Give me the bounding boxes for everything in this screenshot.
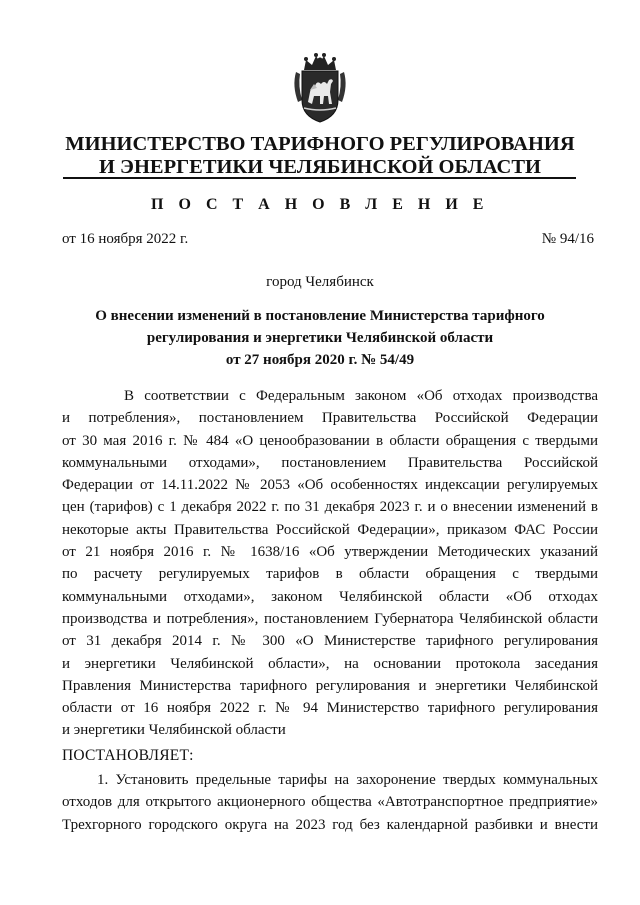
document-date: от 16 ноября 2022 г. bbox=[62, 231, 189, 247]
body-line: Федерации от 14.11.2022 № 2053 «Об особенностях индексации регулируемых bbox=[62, 477, 598, 494]
document-city: город Челябинск bbox=[266, 274, 374, 290]
header-divider bbox=[63, 177, 576, 179]
body-line: производства и потребления», постановлением Губернатора Челябинской области bbox=[62, 610, 598, 627]
ministry-title-line-2: И ЭНЕРГЕТИКИ ЧЕЛЯБИНСКОЙ ОБЛАСТИ bbox=[98, 156, 541, 178]
body-line: и энергетики Челябинской области bbox=[62, 722, 286, 739]
subject-line: регулирования и энергетики Челябинской области bbox=[146, 330, 494, 346]
body-line: коммунальными отходами», постановлением Правительства Российской bbox=[62, 454, 598, 471]
subject-line: О внесении изменений в постановление Министерства тарифного bbox=[95, 308, 545, 324]
body-line: и потребления», постановлением Правительства Российской Федерации bbox=[62, 410, 598, 427]
point-1-line: отходов для открытого акционерного общества «Автотранспортное предприятие» bbox=[62, 794, 598, 811]
body-line: области от 16 ноября 2022 г. № 94 Министерство тарифного регулирования bbox=[62, 700, 598, 717]
document-type-title: П О С Т А Н О В Л Е Н И Е bbox=[151, 196, 489, 213]
document-number: № 94/16 bbox=[541, 231, 594, 247]
body-line: некоторые акты Правительства Российской Федерации», приказом ФАС России bbox=[62, 521, 598, 538]
body-line: от 31 декабря 2014 г. № 300 «О Министерстве тарифного регулирования bbox=[62, 633, 598, 650]
point-1-line: Трехгорного городского округа на 2023 год без календарной разбивки и внести bbox=[62, 816, 598, 833]
document-subject bbox=[40, 305, 600, 371]
subject-line: от 27 ноября 2020 г. № 54/49 bbox=[225, 352, 415, 368]
point-1-line: 1. Установить предельные тарифы на захоронение твердых коммунальных bbox=[97, 772, 598, 789]
body-line: от 30 мая 2016 г. № 484 «О ценообразовании в области обращения с твердыми bbox=[62, 432, 598, 449]
document-body bbox=[62, 385, 598, 836]
body-line: Правления Министерства тарифного регулирования и энергетики Челябинской bbox=[62, 677, 598, 694]
body-line: от 21 ноября 2016 г. № 1638/16 «Об утверждении Методических указаний bbox=[62, 544, 598, 561]
ministry-title-line-1: МИНИСТЕРСТВО ТАРИФНОГО РЕГУЛИРОВАНИЯ bbox=[65, 133, 575, 155]
body-line: цен (тарифов) с 1 декабря 2022 г. по 31 декабря 2023 г. и о внесении изменений в bbox=[62, 499, 598, 516]
body-line: коммунальными отходами», законом Челябинской области «Об отходах bbox=[62, 588, 598, 605]
chelyabinsk-coat-of-arms-icon bbox=[290, 52, 350, 124]
body-line: В соответствии с Федеральным законом «Об отходах производства bbox=[124, 388, 598, 404]
body-line: и энергетики Челябинской области», на основании протокола заседания bbox=[62, 655, 598, 672]
resolves-heading: ПОСТАНОВЛЯЕТ: bbox=[62, 746, 194, 764]
body-line: по расчету регулируемых тарифов в области обращения с твердыми bbox=[62, 566, 598, 583]
